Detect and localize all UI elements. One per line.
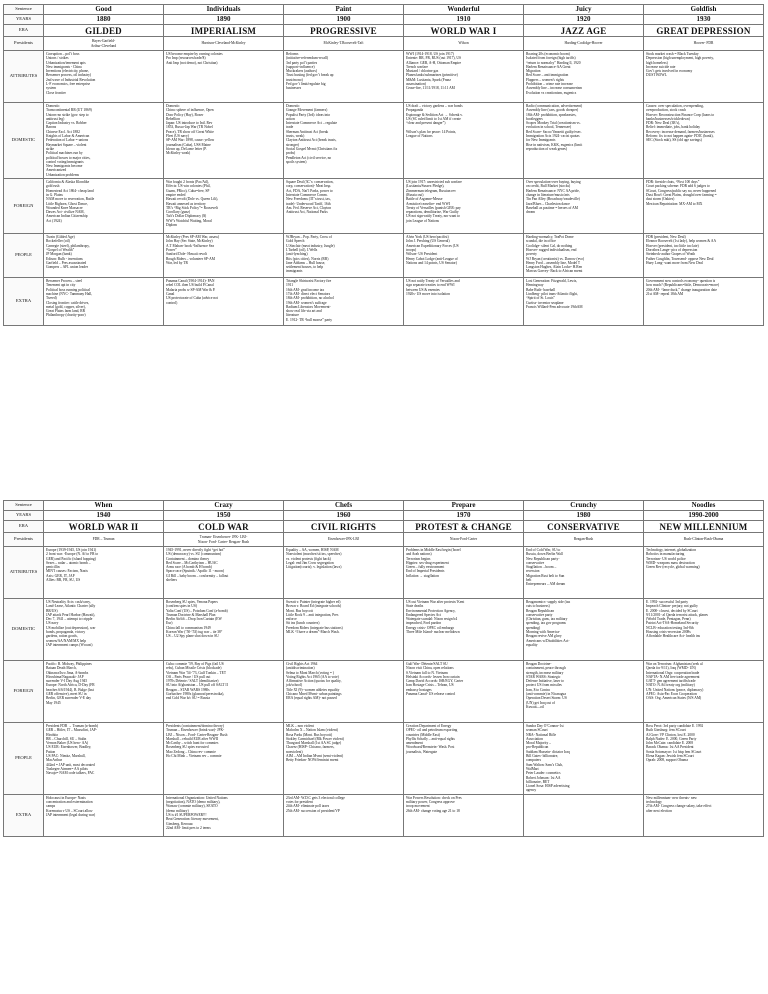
era-name: CIVIL RIGHTS xyxy=(284,521,404,533)
foreign-cell: War on Terrorism: Afghanistan (seek al Qaeda for 9/11), Iraq (WMD- UN) International Orgs: cooperation/trade NAFTA- N.AM free trade agreement GATT- gen agreement tariffs/trade NATO: N.Atl treaty org (military) UN: United Nations (peace, diplomacy) APEC: Asia-Pac Econ Cooperation OAS: Org. American States (N/S AM) xyxy=(644,661,764,723)
presidents-cell: Harrison-Cleveland-McKinley xyxy=(164,37,284,51)
domestic-cell: Sweatt v. Painter (integrate higher ed) Brown v. Board Ed (integrate schools) Mont. Bus boycott Little Rock 9 – anti integration, Pres enforce Sit ins (lunch counters) Freedom Riders (integrate bus stations) MLK “I have a dream”-March Wash. xyxy=(284,599,404,661)
extra-cell: 23rd AM- W.D.C gets 3 electoral college votes for president 24th AM- eliminate poll taxes 25th AM- succession of president/VP xyxy=(284,794,404,836)
sentence-word: Good xyxy=(44,5,164,15)
row-label-sentence: Sentence xyxy=(4,501,44,511)
presidents-cell: Nixon-Ford-Carter xyxy=(404,533,524,547)
extra-cell xyxy=(524,794,644,836)
sentence-word: Individuals xyxy=(164,5,284,15)
year-cell: 1940 xyxy=(44,511,164,521)
row-label-people: PEOPLE xyxy=(4,723,44,795)
attributes-cell: Technology, internet, globalization Robotics in manufacturing Terrorism- US world police WMD- weapons mass destruction Green Rev (recycle, global warming) xyxy=(644,547,764,599)
presidents-cell: Bush-Clinton-Bush-Obama xyxy=(644,533,764,547)
extra-cell: Panama Canal (1904-1914)- PAN rebel COL then US build P.Canal Malaria probs w SP-AM War & P. Canal US protectorate of Cuba (advice not control) xyxy=(164,278,284,326)
attributes-cell: WWI (1914-1918, US join 1917) Entente: BR, FR, RUS (out 1917), US Alliance: GER, A-H, Ottoman Empire Trench warfare Mustard / chlorine gas Planes/tanks/submarines (primitive) M&M: Lusitania, Spark (Franz assassination) Cease-fire, 11/11/1918, 11:11 AM xyxy=(404,51,524,103)
era-row xyxy=(4,25,764,37)
extra-cell: Triangle Shirtwaist Factory fire 1911 16th AM- grad income tax 17th AM- direct elect Senators 18th AM- prohibition, no alcohol 19th AM- women’s suffrage Radium Liberators Movement- show real life via art and literature E. 1912- TR “bull moose” party xyxy=(284,278,404,326)
foreign-cell: Civil Rights Act 1964 (antidiscrimination) Selma to Mont March (voting = ) Voting Rights Act 1965 (AA to vote) Affirmative Action (quotas for quality, job/school) Title XI (9)- women athletes equality Chicano Mnvd Mvmt- urban paintings ERA (equal rights AM)- not passed xyxy=(284,661,404,723)
row-label-era: ERA xyxy=(4,25,44,37)
presidents-row xyxy=(4,37,764,51)
era-name: IMPERIALISM xyxy=(164,25,284,37)
years-row xyxy=(4,511,764,521)
presidents-cell: Reagan-Bush xyxy=(524,533,644,547)
era-name: WORLD WAR I xyxy=(404,25,524,37)
attributes-cell: Europe (1939-1945, US join 1941) 2 front war: -Europe (N. Af to FR to GER) and Pacific (island hopping) Sexes – radar – atomic bomb – penicillin MIN’I causes: Facism, Nazis Axis: GER, IT, JAP Allies: BR, FR, SU, US xyxy=(44,547,164,599)
year-cell: 1910 xyxy=(404,15,524,25)
year-cell: 1960 xyxy=(284,511,404,521)
domestic-cell: E. 1992- successful 3rd party Impeach Clinton- perjury, not guilty E. 2000- closest, decided by SCourt 9/11/2001- al Qaeda terrorist attack, planes (World Trade, Pentagon, Penn) Patriot Act-TSA-Homeland Security NCLB- education testing 3rd-8th Housing crisis-recession 2008s Affordable Healthcare Act- health ins xyxy=(644,599,764,661)
people-cell: WJBryan – Pop. Party, Cross of Gold Speech U.Sinclair (meat industry, Jungle) I.Tarbell (oil), I.Wells (anti-lynching) Riis (pics cities), Norris (RR) Jane Addams – Hull house, settlement houses, to help immigrants xyxy=(284,234,404,278)
extra-cell: International Organization: United Nations (negotiation), NATO (demo military), Warsaw (commie military), SEATO (demo military) US is #1 SUPERPOWER!!! Beat Generation: literary movement, Ginsberg, Kerouac 22nd AM- limit pres to 2 terms xyxy=(164,794,284,836)
sentence-word: Crunchy xyxy=(524,501,644,511)
presidents-cell: Wilson xyxy=(404,37,524,51)
foreign-cell: California & Alaska Klondike gold rush Homestead Act 1864- cheap land in G. Plains NAM move to reservation, Battle Little Bighorn, Ghost Dance, Wounded Knee Massacre Dawes Act- civilize NAM, American Indian Citizenship Act (1924) xyxy=(44,179,164,234)
domestic-cell: Rosenberg SU spies, Venona Papers (confirm spies in US) Yalta Conf (US) – Potsdam Conf (a-bomb) Truman Doctrine & Marshall Plan Berlin Airlift – Drop Iron Curtain (EW Eur) China fall to communism 1949 Korean War (’50-’53) tug war – tie 38° US – U2 Spy plane shot down in SU xyxy=(164,599,284,661)
people-row xyxy=(4,723,764,795)
foreign-cell: Pacific: B. Midway, Philippines Bataan Death March, Okinawa/Iwo Jima, A-bombs Hiroshima/Nagasaki- JAP surrender V-J Day Aug 1945 Europe: North Africa, D-Day (FR beaches 6/6/1944), B. Bulge (last GER offensive), meet SU in Berlin, GER surrender V-E day May 1945 xyxy=(44,661,164,723)
foreign-cell: Square Deal (3C’s: conservation, corp, conservation)- Meat Insp. Act, FDA, Nat’l Parks, power to Interstate Commerce Comm. New Freedoms (3T’s:trust, tax, trade)- Underwood Tariff, 16th Am. Fed. Reserve Act, Clayton Antitrust Act, National Parks xyxy=(284,179,404,234)
extra-cell: New millennium- new threats- new technology 27th AM- Congress change salary, take effect after next election xyxy=(644,794,764,836)
people-cell: Harding-normalcy, TeaPot Dome scandal, die in office Coolidge- silent Cal, do nothing Hoover- rugged individualism, end poverty WJ Bryan (creationist) vs. Darrow (evo) Henry Ford – assembly line, Model T Langston Hughes, Alain Locke- H.Ren Marcus Garvey- Back to African mvmt xyxy=(524,234,644,278)
row-label-foreign: FOREIGN xyxy=(4,179,44,234)
sentence-word: Goldfish xyxy=(644,5,764,15)
presidents-cell: Harding-Coolidge-Hoover xyxy=(524,37,644,51)
sentence-word: Noodles xyxy=(644,501,764,511)
era-name: GILDED xyxy=(44,25,164,37)
row-label-years: YEARS xyxy=(4,15,44,25)
extra-cell: Holocaust in Europe- Nazis concentration and extermination camps Korematsu v US – SCourt allow JAP internment (legal during war) xyxy=(44,794,164,836)
extra-cell: Lost Generation: Fitzgerald, Lewis, Hemingway Babe Ruth- baseball Lindberg- pilot trans-Atlantic flight, “Spirit of St. Louis” Curtiss- inventor seaplane Francis Willard-Fem advocate 19thAM xyxy=(524,278,644,326)
era-name: COLD WAR xyxy=(164,521,284,533)
extra-cell: War Powers Resolution: check on Pres military power, Congress approve troop movement 26th AM- change voting age 21 to 18 xyxy=(404,794,524,836)
foreign-cell: Cuba: commie ’59, Bay of Pigs (fail US rebs), Cuban Missile Crisis (blockade) Vietnam War ’54-’73, Gulf Tonkin – TET Off – Paris Peace / US pull out 1970s Détente / SALT (demilitarize) SU into Afghanistan – US pull off SALT II Reagan – STAR WARS 1980s Gorbachev 1980s (glasnost/perestroika), end Cold War b/c SU = Russia xyxy=(164,661,284,723)
foreign-cell: War fought 2 fronts (Pac/Atl), Effects: US win colonies (Phil, Guam, PRico), Cuba=free, SP empire ended Hawaii revolt (Dole vs. Queen Lili), Hawaii annexed as territory TR’s “Big Stick Policy”= Roosevelt Corollary (gunz) Taft’s Dollar Diplomacy ($) WW’s Watchful Waiting, Moral Diplom xyxy=(164,179,284,234)
presidents-cell: Hoover- FDR xyxy=(644,37,764,51)
sentence-row xyxy=(4,5,764,15)
row-label-extra: EXTRA xyxy=(4,278,44,326)
sentence-word: Paint xyxy=(284,5,404,15)
presidents-cell: Truman- Eisenhower- JFK- LBJ- Nixon- Ford- Carter- Reagan- Bush xyxy=(164,533,284,547)
row-label-foreign: FOREIGN xyxy=(4,661,44,723)
years-row xyxy=(4,15,764,25)
year-cell: 1930 xyxy=(644,15,764,25)
row-label-extra: EXTRA xyxy=(4,794,44,836)
attributes-row xyxy=(4,547,764,599)
era-name: GREAT DEPRESSION xyxy=(644,25,764,37)
foreign-cell: Over speculation-over buying, buying on credit, Bull Market (stocks) Harlem Renaissance: NYC AA pride, change in literature/music/arts Tin Pan Alley (Broadway/vaudeville) Jazz/Blues – Charleston dance Baseball as pastime = heroes of AM dream xyxy=(524,179,644,234)
year-cell: 1880 xyxy=(44,15,164,25)
year-cell: 1970 xyxy=(404,511,524,521)
row-label-attributes: ATTRIBUTES xyxy=(4,51,44,103)
foreign-cell: FDR: fireside chats, “First 100 days” Court packing scheme: FDR add 6 judges to SCourt, Congress/public say no, never happened Dust Bowl: Great Plains, drought/over farming = dust storm (Oakies) Mexican Repatriation: MX-AM to MX xyxy=(644,179,764,234)
people-cell: Alvin York (US hero/pacifist) John J. Pershing (US General) American Expeditionary Forces (US troops) Wilson- US President Henry Cabot Lodge (anti-League of Nations and 14 points, US Senator) xyxy=(404,234,524,278)
row-label-domestic: DOMESTIC xyxy=(4,103,44,179)
domestic-cell: US out Vietnam War after protests/ Kent State deaths Environmental Protection Agency, Endangered Species Act Watergate scandal: Nixon resign b4 impeached, Ford pardon Energy crisis- OPEC oil embargo Three Mile Island- nuclear meltdown xyxy=(404,599,524,661)
row-label-sentence: Sentence xyxy=(4,5,44,15)
attributes-cell: Stock market crash = Black Tuesday Depression (high unemployment, high poverty, high homeless) Increase suicide rate Gov’t gets involved in economy DUST BOWL xyxy=(644,51,764,103)
sentence-word: Prepare xyxy=(404,501,524,511)
era-name: PROTEST & CHANGE xyxy=(404,521,524,533)
foreign-cell: Reagan Doctrine- containment, peace through strength, increase military STAR WARS: Strategic Defense Initiative, laser to protect US from missiles Iran, $ to Contra (anti-commie) in Nicaragua Operation Desert Storm: US (UN) get Iraq out of Kuwait—oil xyxy=(524,661,644,723)
extra-row xyxy=(4,794,764,836)
foreign-row xyxy=(4,661,764,723)
year-cell: 1890 xyxy=(164,15,284,25)
sentence-word: When xyxy=(44,501,164,511)
people-cell: Creation Department of Energy OPEC- oil and petroleum exporting countries (Middle East) Phyllis Schafly – anti-equal rights amendment Woodward/Bernstein- Wash. Post journalists, Watergate xyxy=(404,723,524,795)
era-name: CONSERVATIVE xyxy=(524,521,644,533)
attributes-cell: Roaring 20s (economic boom) Isolated from foreign (high tariffs) “return to normalcy” Harding ll, 1920 Harlem Renaissance-AA Great Migration Red Scare – anti immigration Flappers – women’s rights Prohibition – crime rate increase Assembly line – increase consumerism Evolution vs creationism, eugenics xyxy=(524,51,644,103)
row-label-domestic: DOMESTIC xyxy=(4,599,44,661)
sentence-row xyxy=(4,501,764,511)
sentence-word: Chefs xyxy=(284,501,404,511)
year-cell: 1990-2000 xyxy=(644,511,764,521)
extra-cell: US not ratify Treaty of Versailles and sign separate treaties to end WWI between US & enemies 1920s- US move into isolation xyxy=(404,278,524,326)
people-cell: President FDR → Truman (a-bomb) GER – Hitler, IT – Mussolini, JAP- Hirohito BR – Churchill, SU – Stalin Vernon Baker (US hero- AA) US EUR: Eisenhower, Bradley, Patton US PAC: Nimitz, Marshall, MacArthur 442nd = JAP unit, most decorated Tuskegee Airmen= AA pilots Navajo= NAM code talkers, PAC xyxy=(44,723,164,795)
domestic-cell: Domestic Grange Movement (farmers) Populist Party (3rd): ideas into action Interstate Commerce Act – regulate trade Sherman Antitrust Act (break trusts, weak) Clayton Antitrust Act (break trusts, stronger) Social Gospel Mvmt (Christians fix probs) Pendleton Act (civil service, no spoils system) xyxy=(284,103,404,179)
domestic-cell: Causes: over speculation, overspending, overproduction, stock crash Hoover: Reconstruction Finance Corp (loans to banks/businesses/trickledown) FDR: New Deal (3R’s), Relief: immediate, jobs, bank holiday Recovery: increase demand, farmers/businesses Reform: fix to not happen again- FDIC (bank), SEC (Stock mkt), SS (old age savings) xyxy=(644,103,764,179)
domestic-row xyxy=(4,599,764,661)
extra-cell: Bessemer Process – steel Tenement apt in city Political boss running political machine (NYC- Tammany Hall, Tweed) Closing frontier: cattle drives, metal (gold, copper, silver), Great Plains farm land, RR Philanthropy (charity-poor) xyxy=(44,278,164,326)
top-era-table xyxy=(3,4,764,326)
year-cell: 1950 xyxy=(164,511,284,521)
people-cell: FDR (president, New Deal) Eleanor Roosevelt (1st lady), help women & AA Hoover (president, too little too late) Dorothea Lange- pics of depression Steinbeck-author Grapes of Wrath Father Coughlin, Townsend- oppose New Deal Huey Long- want more from New Deal xyxy=(644,234,764,278)
era-name: NEW MILLENNIUM xyxy=(644,521,764,533)
era-name: JAZZ AGE xyxy=(524,25,644,37)
year-cell: 1920 xyxy=(524,15,644,25)
people-cell: MLK – non violent Malcolm X – Nation Islam (violent) Rosa Parks (Mont. Bus boycott) Stokley Carmichael (Blk Power violent) Thurgood Marshall (1st AA SC judge) Chavez (HISP- Chicano, farmers, nonviolent) AIM – AM Indian Mvmt (semi-violent) Betty Friedan- NOW/feminist mvmt xyxy=(284,723,404,795)
domestic-cell: Radio (communication, advertisement) Assembly line (cars, goods cheaper) 18th AM- prohibition, speakeasies, bootleggers Scopes Monkey Trial (creationism vs. evolution in school, Tennessee) Red Scare- Sacco/Vanzetti guilty/exec. Immigration Acts 1924- racist quotas for New Immigrants Rise in nativism, KKK, eugenics (limit reproduction of weak genes) xyxy=(524,103,644,179)
domestic-row xyxy=(4,103,764,179)
people-cell: Ross Perot: 3rd party candidate E. 1992 Ruth Ginsburg: fem SCourt Al Gore: VP Clinton, lost E. 2000 Ralph Nader: E. 2000, Green Party John McCain: candidate E. 2008 Barack Obama: 1st AA President Sonia Sotomayor: 1st hisp fem SCourt Elena Kagan: Jewish fem SCourt Oprah: 2008, support Obama xyxy=(644,723,764,795)
presidents-cell: McKinley-T.Roosevelt-Taft xyxy=(284,37,404,51)
row-label-people: PEOPLE xyxy=(4,234,44,278)
people-cell: Presidents (containment/domino theory) Truman – Eisenhower (brink war)- JFK- LBJ – Nixon – Ford- Carter-Reagan- Bush Marshall – rebuild EUR after WWII McCarthy – witch hunt for commies Rosenberg SU spies executed Mao Zedong – China rev- commie Ho Chi Minh – Vietnam rev – commie xyxy=(164,723,284,795)
foreign-cell: US join 1917: unrestricted sub warfare (Lusitania/Sussex Pledge), Zimmerman telegram, Russian rev (Russia out) Battle of Argonne-Meuse Armistice/ceasefire- end WWI Treaty of Versailles (punish GER: pay reparations, demilitarize, War Guilty US not sign-ratify Treaty, nor want to join League of Nations xyxy=(404,179,524,234)
foreign-row xyxy=(4,179,764,234)
people-row xyxy=(4,234,764,278)
sentence-word: Crazy xyxy=(164,501,284,511)
attributes-cell: Corruption – pol’t boss Unions / strikes Urbanization/tenement apts New immigrants - China Inventions (electricity, phone, Bessemer process, oil industry) 2nd wave of Industrial Revolution L-F economics, free enterprise system Close frontier xyxy=(44,51,164,103)
attributes-row xyxy=(4,51,764,103)
year-cell: 1900 xyxy=(284,15,404,25)
domestic-cell: US Neutrality Acts: cash/carry, Land-Lease, Atlantic Charter (ally BR/US) JAP attack Pearl Harbor (Hawaii), Dec 7, 1941 – attempt to cripple US navy US mobilize (out depression), war bonds, propaganda, victory gardens, ration goods, women/AA/NAM/MX help JAP internment camps (Wcoast) xyxy=(44,599,164,661)
attributes-cell: US become empire by owning colonies Pro Imp (resources/trade/$) Anti Imp (not demo), not Christian) xyxy=(164,51,284,103)
presidents-cell: Eisenhower-JFK-LBJ xyxy=(284,533,404,547)
people-cell: McKinley (Pres SP-AM War, assass) John Hay (Sec State, McKinley) A.T Mahan- book “Influence Sea Power” Sanford Dole- Hawaii revolt Rough Riders – volunteer SP-AM War, led by TR xyxy=(164,234,284,278)
attributes-cell: Problems in Middle East begin (Israel and Arab nations) Terrorism begins Hippies: sex-drug experiment Green – fully environment End of Imperial Presidents Inflation → stagflation xyxy=(404,547,524,599)
row-label-years: YEARS xyxy=(4,511,44,521)
attributes-cell: Reforms (initiative-referendum-recall) 3rd party pol’t parties (support+influence) Muckrakers (authors) Trust busting (fed gov’t break up trust/mono) Fed gov’t limit/regulate big businesses xyxy=(284,51,404,103)
attributes-cell: Equality – AA, women, HISP, NAM Nonviolent (marches/sit ins, speeches) vs. violent protests (fight back) Legal: end Jim Crow segregation Litigation(courts); v. legislation (laws) xyxy=(284,547,404,599)
presidents-cell: FDR – Truman xyxy=(44,533,164,547)
row-label-presidents: Presidents xyxy=(4,533,44,547)
row-label-presidents: Presidents xyxy=(4,37,44,51)
bottom-era-table xyxy=(3,500,764,837)
foreign-cell: Gulf War- Détente/SALT SU Nixon visit China, open relations S.Vietnam fall to N. Vietnam Helsinki Accords- lessen Iron curtain Camp David Accords: ISR/EGY, Carter Iran Hostage Crisis – Tehran, US embassy hostages Panama Canal- US release control xyxy=(404,661,524,723)
row-label-attributes: ATTRIBUTES xyxy=(4,547,44,599)
domestic-cell: Domestic Transcontinental RR (UT 1869) Unions-no strike (gov. step to antitrust leg) Caption Industry vs. Robber Barons Chinese Excl. Act 1882 Knights of Labor & American Federation of Labor = unions Haymarket Square – violent strike Political machines run by political bosses to major cities, control voting/immigrants New Immigrants become Americanized Urbanization problems xyxy=(44,103,164,179)
era-row xyxy=(4,521,764,533)
extra-row xyxy=(4,278,764,326)
domestic-cell: US draft – victory gardens – war bonds Propaganda Espionage & Sedition Act → Schenk v. US (SC ruled limit to 1st AM if create “clear and present danger”) Wilson’s plan for peace: 14 Points, League of Nations xyxy=(404,103,524,179)
sentence-word: Juicy xyxy=(524,5,644,15)
year-cell: 1980 xyxy=(524,511,644,521)
row-label-era: ERA xyxy=(4,521,44,533)
sentence-word: Wonderful xyxy=(404,5,524,15)
era-name: PROGRESSIVE xyxy=(284,25,404,37)
people-cell: Sandra Day O’Connor-1st woman SCourt NRA- National Rifle Association Moral Majority – pro-Republican Saddam Hussein- dictator Iraq Bill Gates- billionaire, computers Sam Walton: Sam’s Club, WalMart Peter Lauder: cosmetics Robert Johnson: 1st AA billionaire, BET Lionel Sosa: HISP advertising agency xyxy=(524,723,644,795)
people-cell: Twain (Gilded Age) Rockefeller (oil) Carnegie (steel), philanthropy, “Gospel of Wealth” JP Morgan (bank) Edison: Bulb - inventions Garfield – Pres assassinated Gompers – AFL union leader xyxy=(44,234,164,278)
attributes-cell: 1945-1991, never directly fight “gei hot” US (democracy) vs. SU (communism) Containment – domino theory Red Scare – McCarthyism – HUAC Arms race (A bomb & H bomb) Space race (Sputnik / Apollo 11 - moon) GI Bill – baby boom – conformity – fallout shelters xyxy=(164,547,284,599)
presidents-cell: Hayes-Garfield- Arthur-Cleveland xyxy=(44,37,164,51)
domestic-cell: Reaganomics- supply side (tax cuts to business) Reagan Republican conservative party (Christian, guns, tax military spending, tax gov programs spending) Morning with America- Reagan revive AM glory Americans w/Disabilities Act- equality xyxy=(524,599,644,661)
domestic-cell: Domestic China: sphere of influence, Open Door Policy (Hay), Boxer Rebellion Japan: US introduce to Intl. Rev 1853, Russo-Jap War (TR Nobel Peace), TR show off Great White Fleet (US navy) SP-AM War: 1898, cause: yellow journalism (Cuba), USS Maine blown up, DeLome letter (P. McKinley weak) xyxy=(164,103,284,179)
presidents-row xyxy=(4,533,764,547)
attributes-cell: End of Cold War, SU to Russia, down Berlin Wall New Republican party- conservative Stagflation→boom – recession Migration Rust belt to Sun belt Entrepreneurs – AM dream xyxy=(524,547,644,599)
extra-cell: Government now controls economy- question is how much? (Republicans=little, Democrats=more) 20th AM- “lame duck,” change inauguration date 21st AM- repeal 18th AM xyxy=(644,278,764,326)
era-name: WORLD WAR II xyxy=(44,521,164,533)
